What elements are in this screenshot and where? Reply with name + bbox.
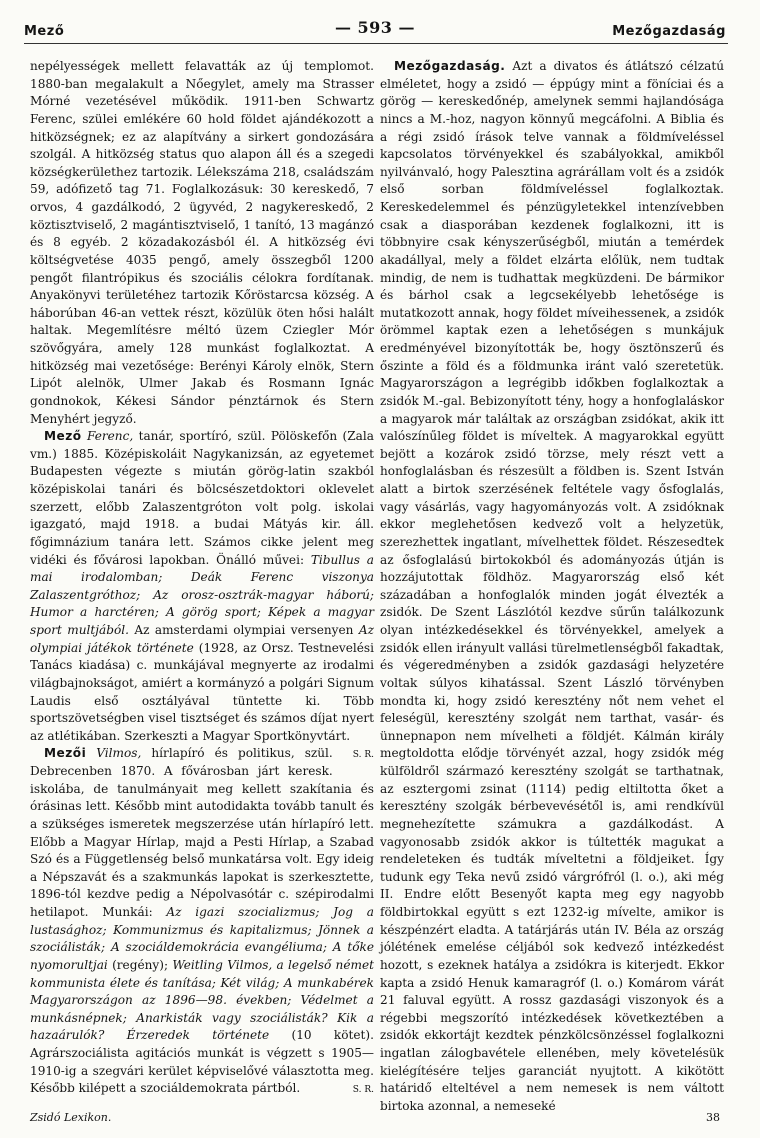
header-left-keyword: Mező (24, 24, 65, 39)
entry-mezogazdasag (380, 58, 724, 1116)
entry-headword: Mező (44, 429, 82, 444)
entry-text: Azt a divatos és átlátszó célzatú elméletet, hogy a zsidó — éppúgy mint a föníciai és a görög — kereskedőnép, amelynek semmi hajlandósága nincs a M.-hoz, nagyon könnyű megcáfolni. A Biblia és a régi zsidó írások telve vannak a földmíveléssel kapcsolatos törvényekkel és szabályokkal, amikből nyilvánvaló, hogy Palesztina agrárállam volt és a zsidók első sorban földmíveléssel foglalkoztak. Kereskedelemmel és pénzügyletekkel intenzívebben csak a diasporában kezdenek foglalkozni, itt is többnyire csak kényszerűségből, miután a temérdek akadállyal, mely a földet elzárta előlük, nem tudtak mindig, de nem is tudhattak megküzdeni. De bármikor és bárhol csak a legcsekélyebb lehetősége is mutatkozott annak, hogy földet míveihessenek, a zsidók örömmel kaptak ezen a lehetőségen s munkájuk eredményével bizonyították be, hogy ösztönszerű és őszinte a föld és a földmunka iránt való szeretetük. Magyarországon a legrégibb időkben foglalkoztak a zsidók M.-gal. Bebizonyított tény, hogy a honfoglaláskor a magyarok már találtak az országban zsidókat, akik itt valószínűleg földet is míveltek. A magyarokkal együtt bejött a kozárok zsidó törzse, mely részt vett a honfoglalásban és részesült a földben is. Szent István alatt a birtok szerzésének feltétele vagy ősfoglalás, vagy vásárlás, vagy hagyományozás volt. A zsidóknak ekkor meglehetősen kedvező volt a helyzetük, szerezhettek ingatlant, mívelhettek földet. Részesedtek az ősfoglalású birtokokból és adományozás útján is hozzájutottak földhöz. Magyarország első két századában a honfoglalók minden jogát élvezték a zsidók. De Szent Lászlótól kezdve sűrűn találkozunk olyan intézkedésekkel és törvényekkel, amelyek a zsidók ellen irányult vallási türelmetlenségből fakadtak, és végeredményben a zsidók gazdasági helyzetére voltak súlyos kihatással. Szent László törvényben mondta ki, hogy zsidó keresztény nőt nem vehet el feleségül, keresztény szolgát nem tarthat, vasár- és ünnepnapon nem mívelheti a földjét. Kálmán király megtoldotta elődje törvényét azzal, hogy zsidók még külföldről származó keresztény szolgát se tarthatnak, az esztergomi zsinat (1114) pedig eltiltotta őket a keresztény szolgák bérbevevésétől is, ami rendkívül megnehezítette számukra a gazdálkodást. A vagyonosabb zsidók akkor is túltették magukat a rendeleteken és tudták míveltetni a földjeiket. Így tudunk egy Teka nevű zsidó várgrófról (l. o.), aki még II. Endre előtt Besenyőt kapta meg egy nagyobb földbirtokkal együtt s ezt 1232-ig mívelte, amikor is készpénzért eladta. A tatárjárás után IV. Béla az ország jólétének emelése céljából sok kedvező intézkedést hozott, s ezeknek hatálya a zsidókra is kiterjedt. Ekkor kapta a zsidó Henuk kamaragróf (l. o.) Komárom várát 21 faluval együtt. A rossz gazdasági viszonyok és a régebbi megszorító intézkedések következtében a zsidók ekkortájt kezdtek pénzkölcsönzéssel foglalkozni ingatlan zálogbavétele ellenében, mely követelésük kielégítésére teljes garanciát nyujtott. A kikötött határidő elteltével a nem nemesek is nem váltott birtoka azonnal, a nemeseké (380, 59, 724, 1113)
entry-text: Az amsterdami olympiai versenyen (134, 623, 354, 637)
entry-text: hírlapíró és politikus, szül. Debrecenben 1870. A fővárosban járt keresk. iskolába, de tanulmányait meg kellett szakítania és órásinas lett. Később mint autodidakta tovább tanult és a szükséges ismeretek megszerzése után hírlapíró lett. Előbb a Magyar Hírlap, majd a Pesti Hírlap, a Szabad Szó és a Függetlenség belső munkatársa volt. Egy ideig a Népszavát és a szakmunkás lapokat is szerkesztette, 1896-tól kezdve pedig a Népolvasótár c. szépirodalmi hetilapot. Munkái: (30, 746, 374, 919)
entry-continuation: nepélyességek mellett felavatták az új templomot. 1880-ban megalakult a Nőegylet, amely ma Strasser Mórné vezetésével működik. 1911-ben Schwartz Ferenc, szülei emlékére 60 hold földet ajándékozott a hitközségnek; ez az alapítvány a sirkert gondozására szolgál. A hitközség status quo alapon áll és a szegedi községkerülethez tartozik. Lélekszáma 218, családszám 59, adófizető tag 71. Foglalkozásuk: 30 kereskedő, 7 orvos, 4 gazdálkodó, 2 ügyvéd, 2 nagykereskedő, 2 köztisztviselő, 2 magántisztviselő, 1 tanító, 13 magánzó és 8 egyéb. 2 közadakozásból él. A hitközség évi költségvetése 4035 pengő, amely összegből 1200 pengőt filantrópikus és szociális célokra fordítanak. Anyakönyvi területéhez tartozik Kőröstarcsa község. A háborúban 46-an vettek részt, közülük öten hősi halált haltak. Megemlítésre méltó üzem Cziegler Mór szövőgyára, amely 128 munkást foglalkoztat. A hitközség mai vezetősége: Berényi Károly elnök, Stern Lipót alelnök, Ulmer Jakab és Rosmann Ignác gondnokok, Kékesi Sándor pénztárnok és Stern Menyhért jegyző. (30, 59, 374, 426)
right-column (380, 58, 724, 1116)
entry-mezoi-vilmos (30, 745, 374, 1098)
entry-work-title: Az olympiai játékok története (30, 623, 374, 655)
author-signature: S. R. (352, 750, 374, 761)
entry-headword: Mezői (44, 746, 87, 761)
footer-title: Zsidó Lexikon. (30, 1111, 112, 1124)
entry-text: tanár, sportíró, szül. Pölöskefőn (Zala vm.) 1885. Középiskoláit Nagykanizsán, az egyetemet Budapesten végezte s miután görög-latin szakból középiskolai tanári és bölcsészetdoktori oklevelet szerzett, előbb Zalaszentgróton volt polg. iskolai igazgató, majd 1918. a budai Mátyás kir. áll. főgimnázium tanára lett. Számos cikke jelent meg vidéki és fővárosi lapokban. Önálló művei: (30, 429, 374, 567)
header-rule (24, 43, 728, 44)
page-header (24, 16, 726, 44)
author-signature: S. R. (352, 1085, 374, 1096)
entry-given-name: Ferenc, (86, 429, 134, 444)
footer-page-number: 38 (706, 1111, 720, 1124)
page-number-header: — 593 — (334, 18, 416, 37)
entry-given-name: Vilmos, (96, 746, 142, 761)
left-column (30, 58, 374, 1100)
entry-text: (1928, az Orsz. Testnevelési Tanács kiadása) c. munkájával megnyerte az irodalmi világbajnokságot, amiért a kormányzó a polgári Signum Laudis első osztályával tüntette ki. Több sportszövetségben visel tisztséget és számos díjat nyert az atlétikában. Szerkeszti a Magyar Sportkönyvtárt. (30, 640, 374, 743)
page-footer (30, 1111, 720, 1131)
entry-works: Tibullus a mai irodalomban; Deák Ferenc viszonya Zalaszentgróthoz; Az orosz-osztrák-magyar háború; Humor a harctéren; A görög sport; Képek a magyar sport multjából. (30, 552, 374, 637)
entry-works: Weitling Vilmos, a legelső német kommunista élete és tanítása; Két világ; A munkabérek Magyarországon az 1896—98. években; Védelmet a munkásnépnek; Anarkisták vagy szociálisták? Kik a hazaárulók? Érzeredek története (30, 957, 374, 1043)
header-right-keyword: Mezőgazdaság (612, 24, 726, 39)
entry-headword: Mezőgazdaság. (394, 59, 506, 73)
entry-text: (regény); (112, 957, 169, 972)
entry-text: (10 kötet). Agrárszociálista agitációs munkát is végzett s 1905—1910-ig a szegvári kerület képviselővé választotta meg. Később kilépett a szociáldemokrata pártból. (30, 1028, 374, 1096)
entry-works: Az igazi szocializmus; Jog a lustasághoz; Kommunizmus és kapitalizmus; Jönnek a szociálisták; A szociáldemokrácia evangéliuma; A tőke nyomorultjai (30, 905, 374, 972)
